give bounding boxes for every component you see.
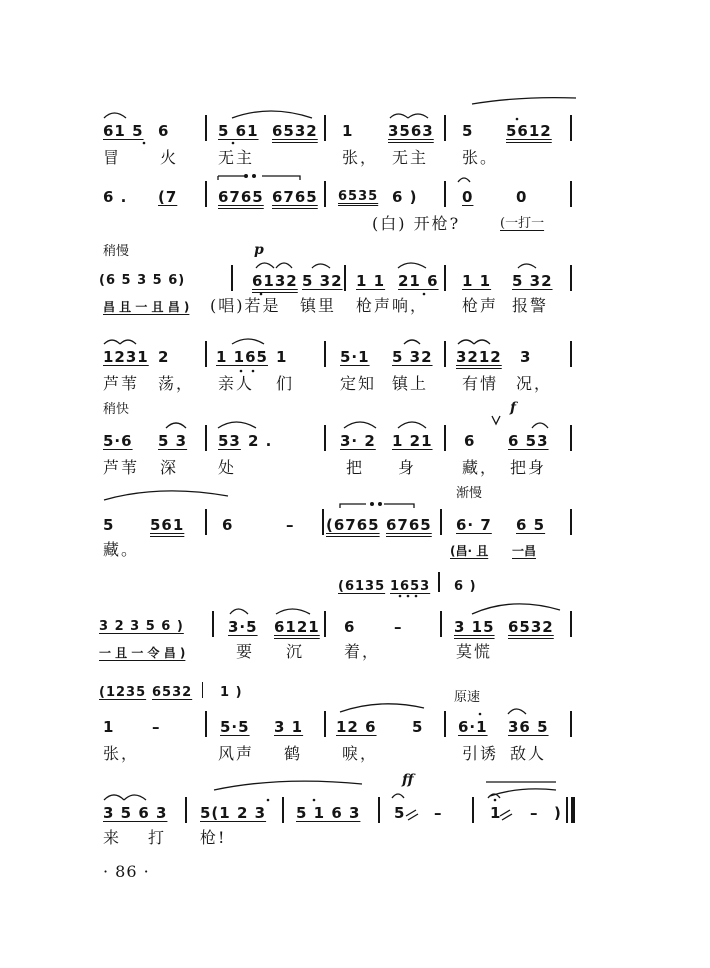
lyric: 藏， (462, 458, 499, 477)
note-group: 5 (394, 804, 406, 822)
lyric: 处 (218, 458, 237, 477)
barline (570, 611, 572, 637)
note-group: 1 (342, 122, 354, 140)
note-group: 53 (218, 432, 241, 450)
note-group: 5·1 (340, 348, 370, 366)
barline (438, 572, 440, 592)
barline (440, 611, 442, 637)
note-group: 5 3 (158, 432, 188, 450)
note-group: 5·6 (103, 432, 133, 450)
lyric: 莫慌 (456, 642, 493, 661)
barline (202, 682, 203, 698)
lyric: 荡， (158, 374, 195, 393)
barline (444, 265, 446, 291)
barline (444, 341, 446, 367)
percussion-text: 昌 且 一 且 昌 ) (103, 300, 190, 314)
barline (324, 711, 326, 737)
lyric: 要 (236, 642, 255, 661)
lyric: 火 (160, 148, 179, 167)
barline (444, 115, 446, 141)
note-group: (6135 (338, 579, 386, 594)
note-group: 3563 (388, 122, 434, 140)
tempo-marking: 原速 (454, 690, 481, 705)
note-group: 0 (462, 188, 474, 206)
lyric: 张， (103, 744, 140, 763)
note-group: – (286, 516, 295, 534)
note-group: 5 1 6 3 (296, 804, 361, 822)
note-group: 561 (150, 516, 185, 534)
barline (205, 181, 207, 207)
note-group: (6765 (326, 516, 380, 534)
lyric: 报警 (512, 296, 549, 315)
note-group: 6 ) (392, 188, 418, 206)
lyric: 况， (516, 374, 553, 393)
note-group: – (152, 718, 161, 736)
note-group: 6·1 (458, 718, 488, 736)
barline (570, 265, 572, 291)
lyric: 张， (342, 148, 379, 167)
note-group: 6 (344, 618, 356, 636)
note-group: 6 (222, 516, 234, 534)
lyric: 们 (276, 374, 295, 393)
note-group: 1 21 (392, 432, 433, 450)
barline (324, 611, 326, 637)
lyric: 着， (344, 642, 381, 661)
lyric: 唳， (342, 744, 379, 763)
note-group: 5 (103, 516, 115, 534)
note-group: 3 1 (274, 718, 304, 736)
lyric: 敌人 (510, 744, 547, 763)
barline (212, 611, 214, 637)
note-group: 3 (520, 348, 532, 366)
lyric: 藏。 (103, 540, 140, 559)
note-group: 3·5 (228, 618, 258, 636)
note-group: 6765 (218, 188, 264, 206)
lyric: 有情 (462, 374, 499, 393)
lyric: 无主 (392, 148, 429, 167)
note-group: 1 (490, 804, 502, 822)
note-group: 3· 2 (340, 432, 376, 450)
lyric: 风声 (218, 744, 255, 763)
note-group: 5 61 (218, 122, 259, 140)
lyric: 冒 (103, 148, 122, 167)
note-group: (7 (158, 188, 178, 206)
note-group: 61 5 (103, 122, 144, 140)
barline (444, 711, 446, 737)
barline (570, 341, 572, 367)
barline (324, 181, 326, 207)
barline (570, 181, 572, 207)
note-group: 2 . (248, 432, 273, 450)
note-group: 2 (158, 348, 170, 366)
note-group: 6· 7 (456, 516, 492, 534)
note-group: 36 5 (508, 718, 549, 736)
note-group: 5(1 2 3 (200, 804, 267, 822)
lyric: 镇里 (300, 296, 337, 315)
note-group: 1231 (103, 348, 149, 366)
lyric: 鹤 (284, 744, 303, 763)
barline (205, 115, 207, 141)
final-barline (571, 797, 575, 823)
note-group: (1235 (99, 685, 147, 700)
lyric: 芦苇 (103, 458, 140, 477)
note-group: 3 5 6 3 (103, 804, 168, 822)
note-group: 5 32 (392, 348, 433, 366)
barline (231, 265, 233, 291)
note-group: (6 5 3 5 6) (99, 273, 186, 288)
lyric: 来 (103, 828, 122, 847)
dynamic-marking: ff (402, 772, 414, 788)
barline (344, 265, 346, 291)
barline (205, 425, 207, 451)
barline (324, 115, 326, 141)
spoken-text: (白) 开枪? (372, 214, 461, 233)
note-group: 6 5 (516, 516, 546, 534)
lyric: 芦苇 (103, 374, 140, 393)
note-group: 6532 (152, 685, 193, 700)
note-group: 1653 (390, 579, 431, 594)
barline (324, 341, 326, 367)
lyric: 身 (398, 458, 417, 477)
barline (566, 797, 568, 823)
barline (570, 711, 572, 737)
note-group: 1 ) (220, 685, 243, 700)
lyric: 亲人 (218, 374, 255, 393)
lyric: 张。 (462, 148, 499, 167)
note-group: – (394, 618, 403, 636)
barline (378, 797, 380, 823)
note-group: 3 15 (454, 618, 495, 636)
note-group: 21 6 (398, 272, 439, 290)
page-number: · 86 · (103, 862, 150, 881)
note-group: – (530, 804, 539, 822)
note-group: 6532 (272, 122, 318, 140)
note-group: 6 ) (454, 579, 477, 594)
barline (185, 797, 187, 823)
note-group: 1 1 (462, 272, 492, 290)
note-group: 6765 (386, 516, 432, 534)
percussion-text: 一昌 (512, 544, 537, 558)
barline (570, 509, 572, 535)
lyric: 枪声 (462, 296, 499, 315)
note-group: 12 6 (336, 718, 377, 736)
barline (205, 711, 207, 737)
note-group: 5 (412, 718, 424, 736)
note-group: 6535 (338, 189, 379, 204)
lyric: 打 (148, 828, 167, 847)
note-group: 1 (103, 718, 115, 736)
note-group: 1 165 (216, 348, 268, 366)
note-group: 6 (158, 122, 170, 140)
note-group: 6 (464, 432, 476, 450)
dynamic-marking: p (254, 242, 264, 258)
dynamic-marking: f (510, 400, 517, 416)
note-group: 6532 (508, 618, 554, 636)
note-group: 6 53 (508, 432, 549, 450)
lyric: 深 (160, 458, 179, 477)
barline (444, 181, 446, 207)
note-group: 6132 (252, 272, 298, 290)
note-group: 3 2 3 5 6 ) (99, 619, 184, 634)
tempo-marking: 稍快 (103, 402, 130, 417)
note-group: 5·5 (220, 718, 250, 736)
note-group: 1 1 (356, 272, 386, 290)
note-group: – (434, 804, 443, 822)
lyric: 把身 (510, 458, 547, 477)
barline (472, 797, 474, 823)
note-group: 1 (276, 348, 288, 366)
barline (205, 509, 207, 535)
lyric: 把 (346, 458, 365, 477)
lyric: 引诱 (462, 744, 499, 763)
note-group: 5 32 (302, 272, 343, 290)
lyric: 无主 (218, 148, 255, 167)
note-group: ) (554, 804, 562, 822)
barline (282, 797, 284, 823)
lyric: 定知 (340, 374, 377, 393)
lyric: 沉 (286, 642, 305, 661)
barline (322, 509, 324, 535)
lyric: 枪! (200, 828, 227, 847)
percussion-text: (昌· 且 (450, 544, 489, 558)
note-group: 0 (516, 188, 528, 206)
lyric: 镇上 (392, 374, 429, 393)
note-group: 3212 (456, 348, 502, 366)
note-group: 5 32 (512, 272, 553, 290)
lyric: (唱)若是 (210, 296, 281, 315)
percussion-text: (一打一 (500, 216, 545, 231)
barline (205, 341, 207, 367)
barline (324, 425, 326, 451)
tempo-marking: 渐慢 (456, 486, 483, 501)
barline (570, 115, 572, 141)
barline (444, 425, 446, 451)
tempo-marking: 稍慢 (103, 244, 130, 259)
note-group: 6121 (274, 618, 320, 636)
lyric: 枪声响， (356, 296, 429, 315)
barline (570, 425, 572, 451)
note-group: 5612 (506, 122, 552, 140)
note-group: 6 . (103, 188, 128, 206)
barline (440, 509, 442, 535)
percussion-text: 一 且 一 令 昌 ) (99, 646, 186, 660)
note-group: 5 (462, 122, 474, 140)
note-group: 6765 (272, 188, 318, 206)
